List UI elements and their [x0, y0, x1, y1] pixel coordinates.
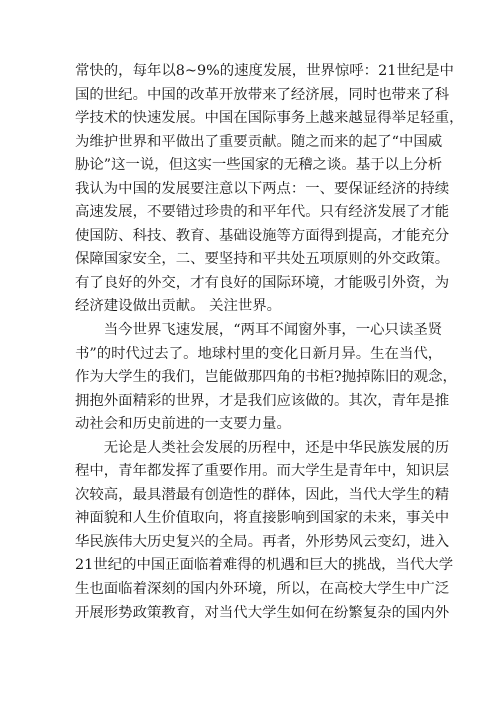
text-line: 经济建设做出贡献。 关注世界。 — [75, 298, 282, 315]
text-line: 使国防、科技、教育、基础设施等方面得到提高，才能充分 — [75, 227, 450, 244]
text-line: 常快的，每年以8~9%的速度发展，世界惊呼：21世纪是中 — [75, 63, 454, 79]
text-line: 次较高，最具潜最有创造性的群体，因此，当代大学生的精 — [75, 486, 450, 503]
text-line: 高速发展，不要错过珍贵的和平年代。只有经济发展了才能 — [75, 204, 450, 221]
text-line: 华民族伟大历史复兴的全局。再者，外形势风云变幻，进入 — [75, 533, 450, 550]
text-line: 当今世界飞速发展，“两耳不闻窗外事，一心只读圣贤 — [75, 322, 443, 339]
text-line: 生也面临着深刻的国内外环境，所以，在高校大学生中广泛 — [75, 581, 450, 598]
text-line: 国的世纪。中国的改革开放带来了经济展，同时也带来了科 — [75, 86, 450, 103]
text-line: 为维护世界和平做出了重要贡献。随之而来的起了“中国威 — [75, 133, 443, 150]
text-line: 胁论”这一说，但这实一些国家的无稽之谈。基于以上分析 — [75, 157, 443, 174]
text-line: 21世纪的中国正面临着难得的机遇和巨大的挑战，当代大学 — [75, 557, 454, 574]
text-line: 学技术的快速发展。中国在国际事务上越来越显得举足轻重， — [75, 110, 464, 127]
text-line: 有了良好的外交，才有良好的国际环境，才能吸引外资，为 — [75, 274, 450, 291]
text-line: 开展形势政策教育，对当代大学生如何在纷繁复杂的国内外 — [75, 604, 450, 621]
body-text — [75, 60, 464, 625]
text-line: 作为大学生的我们，岂能做那四角的书柜?抛掉陈旧的观念， — [75, 369, 457, 386]
text-line: 神面貌和人生价值取向，将直接影响到国家的未来，事关中 — [75, 510, 450, 527]
text-line: 动社会和历史前进的一支要力量。 — [75, 416, 291, 433]
text-line: 保障国家安全，二、要坚持和平共处五项原则的外交政策。 — [75, 251, 450, 268]
text-line: 无论是人类社会发展的历程中，还是中华民族发展的历 — [75, 439, 450, 456]
text-line: 程中，青年都发挥了重要作用。而大学生是青年中，知识层 — [75, 463, 450, 480]
text-line: 书”的时代过去了。地球村里的变化日新月异。生在当代， — [75, 345, 443, 362]
text-line: 拥抱外面精彩的世界，才是我们应该做的。其次，青年是推 — [75, 392, 450, 409]
text-line: 我认为中国的发展要注意以下两点：一、要保证经济的持续 — [75, 180, 450, 197]
